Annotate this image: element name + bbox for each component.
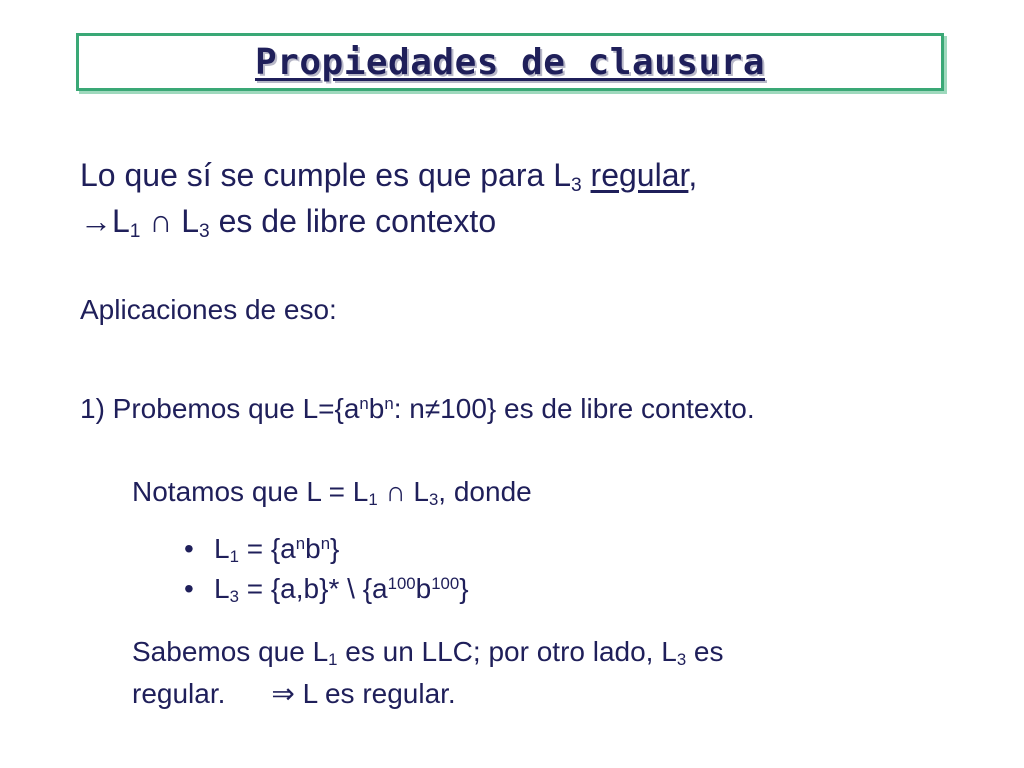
superscript: n — [295, 533, 306, 553]
conclusion-line-2 — [132, 677, 456, 710]
step-text: 1) Probemos que L={a — [80, 393, 360, 424]
symbol-l: L — [214, 573, 230, 604]
applications-heading: Aplicaciones de eso: — [80, 294, 337, 325]
symbol-l: L — [112, 203, 130, 239]
bullet-item-l1 — [184, 533, 339, 567]
arrow-icon: → — [80, 203, 112, 239]
intro-line-2 — [80, 203, 496, 243]
symbol-b: b — [305, 533, 321, 564]
intersection-symbol: ∩ — [377, 476, 414, 507]
step-text: : n≠100} es de libre contexto. — [393, 393, 755, 424]
bullet-icon: • — [184, 533, 194, 564]
symbol-l: L — [181, 203, 200, 239]
conclusion-text: L es regular. — [294, 678, 456, 709]
conclusion-line-1 — [132, 636, 724, 670]
conclusion-text: Sabemos que L — [132, 636, 329, 667]
symbol-l: L — [413, 476, 429, 507]
intro-line-1 — [80, 157, 697, 197]
superscript: 100 — [431, 573, 460, 593]
symbol-b: b — [368, 393, 385, 424]
superscript: n — [359, 393, 369, 413]
slide-title: Propiedades de clausura — [255, 41, 765, 83]
intro-text: Lo que sí se cumple es que para L — [80, 157, 571, 193]
subscript: 3 — [199, 220, 210, 242]
implies-icon: ⇒ — [271, 678, 295, 709]
step-1 — [80, 393, 755, 425]
symbol-b: b — [415, 573, 432, 604]
subscript: 3 — [428, 490, 439, 510]
subscript: 1 — [229, 547, 239, 567]
intersection-symbol: ∩ — [140, 203, 182, 239]
subscript: 3 — [229, 587, 239, 607]
conclusion-text: es — [686, 636, 724, 667]
bullet-text: = {a,b}* \ {a — [238, 573, 388, 604]
bullet-text: = {a — [238, 533, 296, 564]
subscript: 1 — [368, 490, 378, 510]
superscript: n — [320, 533, 331, 553]
conclusion-text: es un LLC; por otro lado, L — [337, 636, 677, 667]
intro-text: es de libre contexto — [209, 203, 497, 239]
subscript: 3 — [676, 650, 687, 670]
space — [582, 157, 591, 193]
superscript: n — [384, 393, 394, 413]
superscript: 100 — [387, 573, 416, 593]
subscript: 3 — [570, 174, 582, 196]
underlined-word: regular — [590, 157, 689, 193]
subscript: 1 — [328, 650, 338, 670]
bullet-item-l3 — [184, 573, 469, 607]
notamos-line — [132, 476, 532, 510]
title-box — [76, 33, 944, 91]
bullet-text: } — [330, 533, 340, 564]
bullet-icon: • — [184, 573, 194, 604]
notamos-text: Notamos que L = L — [132, 476, 369, 507]
notamos-text: , donde — [438, 476, 532, 507]
intro-text: , — [688, 157, 698, 193]
bullet-text: } — [459, 573, 469, 604]
conclusion-text: regular. — [132, 678, 226, 709]
subscript: 1 — [129, 220, 141, 242]
symbol-l: L — [214, 533, 230, 564]
